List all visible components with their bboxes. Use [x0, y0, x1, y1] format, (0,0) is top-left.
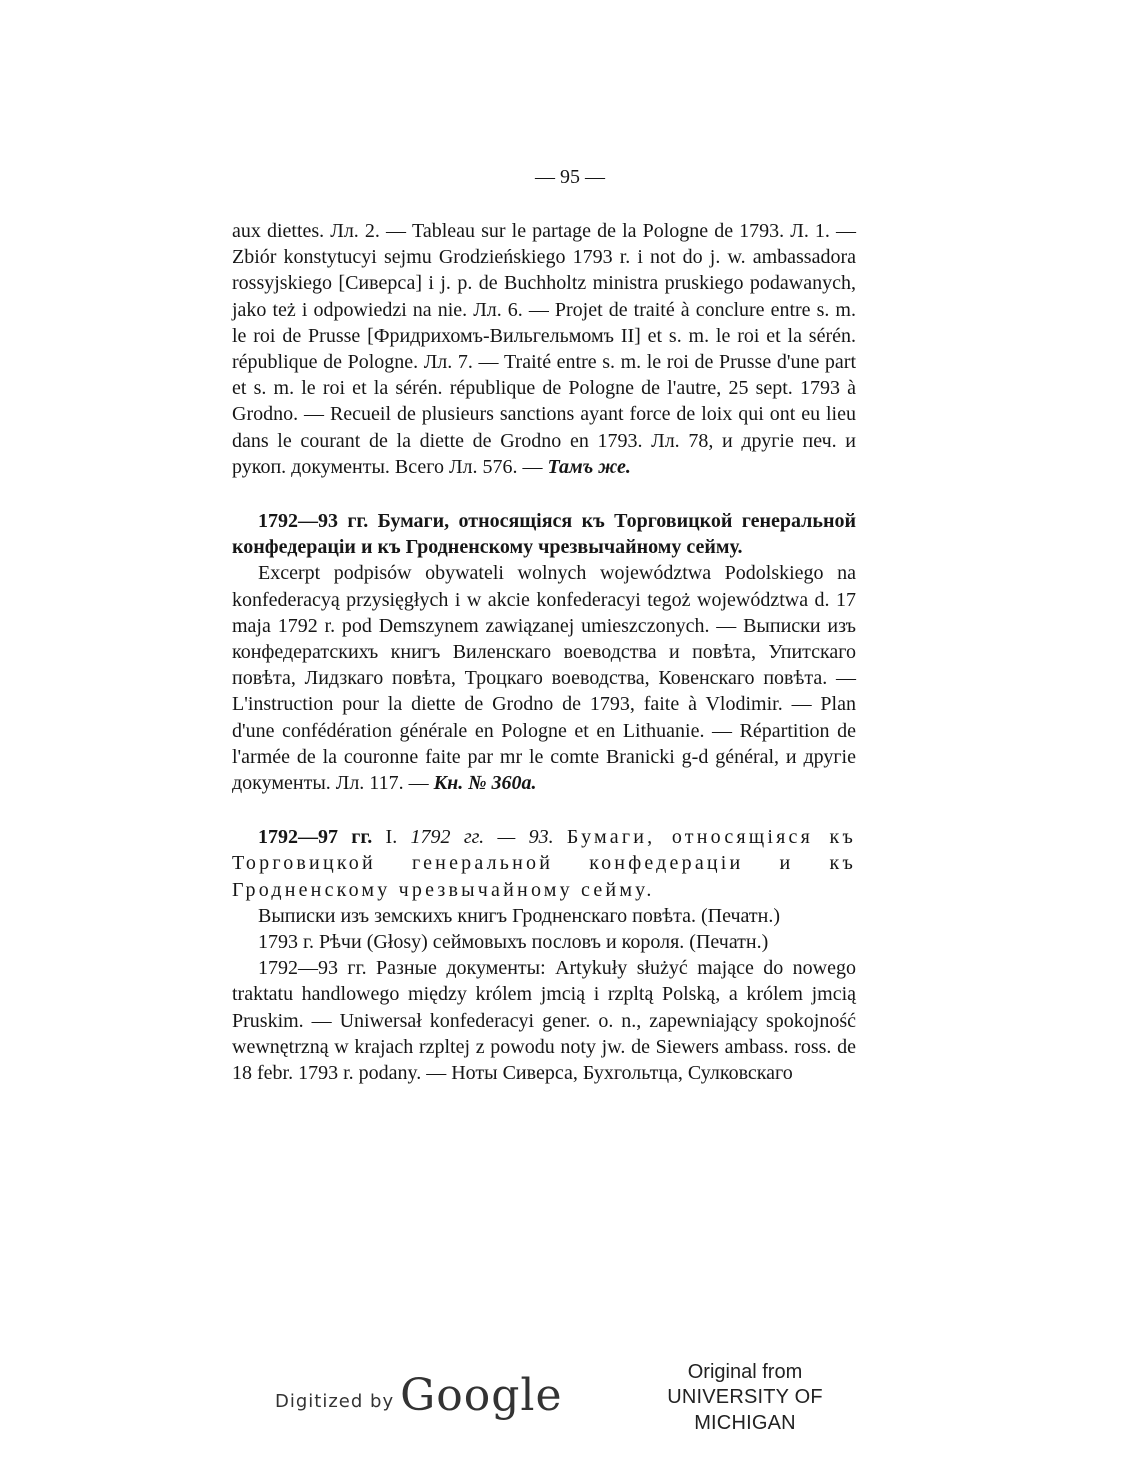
entry-1792-97: [232, 824, 856, 1086]
digitized-by-watermark: [275, 1358, 563, 1421]
entry-spaced-title: Бумаги, относящіяся къ Торговицкой генеральной конфедераціи и къ Гродненскому чрезвычайному сейму.: [232, 826, 856, 901]
entry-line-3: 1792—93 гг. Разные документы: Artykuły służyć mające do nowego traktatu handlowego między królem jmcią i rzpltą Polską, a królem jmcią Pruskim. — Uniwersał konfederacyi gener. o. n., zapewniający spokojność wewnętrzną w krajach rzpltej z powodu noty jw. de Siewers ambass. ross. de 18 febr. 1793 r. podany. — Ноты Сиверса, Бухгольтца, Сулковскаго: [232, 957, 856, 1085]
text-column: [232, 218, 856, 1086]
entry-heading: 1792—93 гг. Бумаги, относящіяся къ Торговицкой генеральной конфедераціи и къ Гродненскому чрезвычайному сейму.: [232, 510, 856, 559]
university-label: UNIVERSITY OF MICHIGAN: [667, 1386, 823, 1434]
entry-body: [232, 560, 856, 796]
entry-numeral: I.: [385, 826, 398, 849]
digitized-label: Digitized by: [275, 1391, 395, 1412]
entry-line-1: Выписки изъ земскихъ книгъ Гродненскаго повѣта. (Печатн.): [258, 904, 780, 927]
entry-1792-93: [232, 508, 856, 796]
original-from-label: Original from: [687, 1361, 803, 1383]
entry-title-paragraph: [232, 824, 856, 903]
entry-subdate: 1792 гг. — 93.: [410, 826, 554, 849]
page-number: — 95 —: [535, 166, 605, 188]
entry-continuation: [232, 218, 856, 480]
entry-continuation-text: aux diettes. Лл. 2. — Tableau sur le partage de la Pologne de 1793. Л. 1. — Zbiór konstytucyi sejmu Grodzieńskiego 1793 r. i not do j. w. ambassadora rossyjskiego [Сиверса] i j. p. de Buchholtz ministra pruskiego podawanych, jako też i odpowiedzi na nie. Лл. 6. — Projet de traité à conclure entre s. m. le roi de Prusse [Фридрихомъ-Вильгельмомъ II] et s. m. le roi et la sérén. république de Pologne. Лл. 7. — Traité entre s. m. le roi de Prusse d'une part et s. m. le roi et la sérén. république de Pologne de l'autre, 25 sept. 1793 à Grodno. — Recueil de plusieurs sanctions ayant force de loix qui ont eu lieu dans le courant de la diette de Grodno en 1793. Лл. 78, и другіе печ. и рукоп. документы. Всего Лл. 576. —: [232, 220, 856, 478]
entry-reference: Кн. № 360а.: [433, 772, 537, 795]
entry-date: 1792—97 гг.: [258, 826, 373, 849]
entry-body-text: Excerpt podpisów obywateli wolnych województwa Podolskiego na konfederacyą przysięgłych i w akcie konfederacyi tegoż województwa d. 17 maja 1792 r. pod Demszynem zawiązanej umieszczonych. — Выписки изъ конфедератскихъ книгъ Виленскаго воеводства и повѣта, Упитскаго повѣта, Лидзкаго повѣта, Троцкаго воеводства, Ковенскаго повѣта. — L'instruction pour la diette de Grodno de 1793, faite à Vlodimir. — Plan d'une confédération générale en Pologne et en Lithuanie. — Répartition de l'armée de la couronne faite par mr le comte Branicki g-d général, и другіе документы. Лл. 117. —: [232, 562, 856, 795]
source-watermark: [620, 1360, 870, 1436]
entry-continuation-reference: Тамъ же.: [547, 455, 631, 478]
google-logo: Google: [400, 1370, 563, 1421]
entry-line-2: 1793 г. Рѣчи (Głosy) сеймовыхъ пословъ и короля. (Печатн.): [258, 931, 769, 954]
